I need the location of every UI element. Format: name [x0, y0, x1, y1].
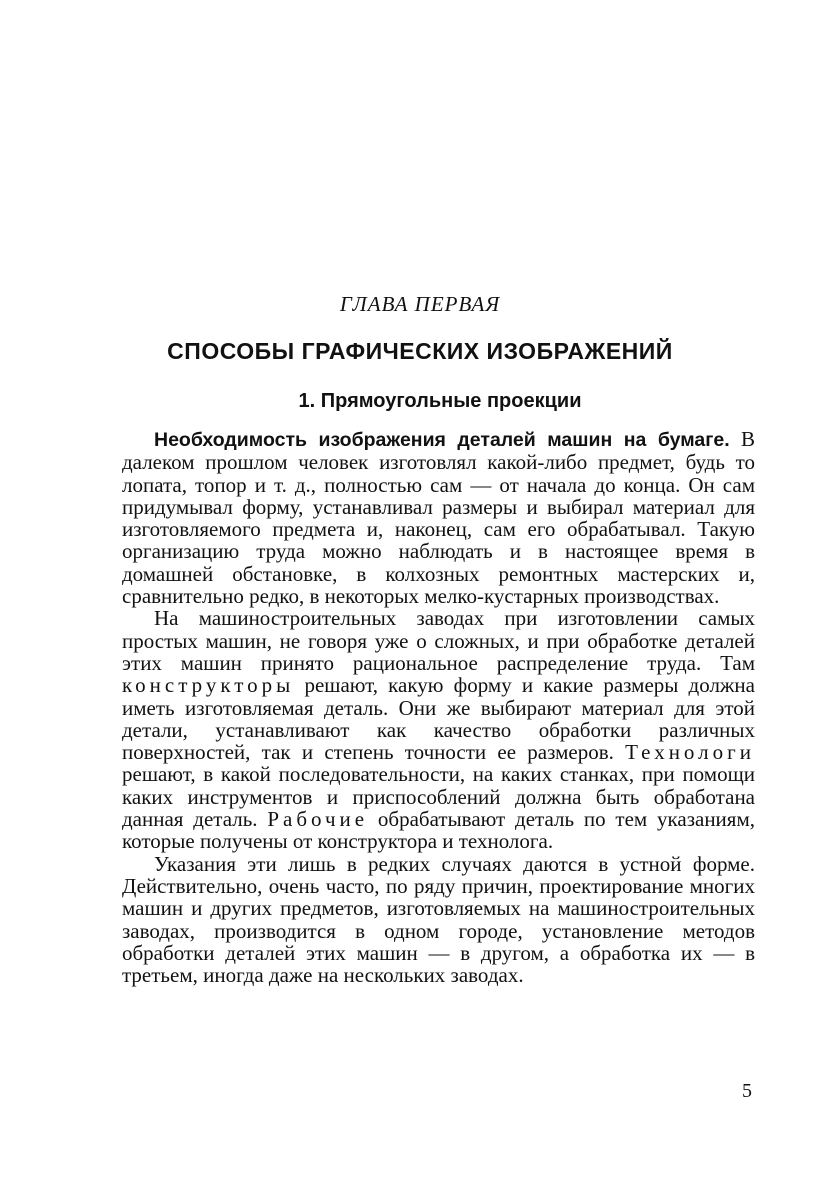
paragraph-2-part-2: решают, какую форму и какие размеры должна иметь изготовляемая деталь. Они же выбирают материал для этой детали, устанавливают как качество обработки различных поверхностей, так и степень точности ее размеров.	[122, 673, 755, 765]
page-number: 5	[742, 1080, 752, 1102]
term-designers: конструкторы	[122, 673, 295, 698]
paragraph-2	[122, 607, 755, 852]
paragraph-1	[122, 428, 755, 607]
paragraph-2-part-3: решают, в какой последовательности, на каких станках, при помощи каких инструментов и приспособлений должна быть обработана данная деталь.	[122, 762, 755, 832]
paragraph-1-text: В далеком прошлом человек изготовлял какой-либо предмет, будь то лопата, топор и т. д., полностью сам — от начала до конца. Он сам придумывал форму, устанавливал размеры и выбирал материал для изготовляемого предмета и, наконец, сам его обрабатывал. Такую организацию труда можно наблюдать и в настоящее время в домашней обстановке, в колхозных ремонтных мастерских и, сравнительно редко, в некоторых мелко-кустарных производствах.	[122, 427, 755, 609]
body-text	[122, 428, 755, 986]
paragraph-2-part-1: На машиностроительных заводах при изготовлении самых простых машин, не говоря уже о сложных, и при обработке деталей этих машин принято рациональное распределение труда. Там	[122, 606, 755, 675]
chapter-label: ГЛАВА ПЕРВАЯ	[339, 292, 501, 316]
chapter-title: СПОСОБЫ ГРАФИЧЕСКИХ ИЗОБРАЖЕНИЙ	[167, 338, 673, 364]
paragraph-3: Указания эти лишь в редких случаях даются в устной форме. Действительно, очень часто, по ряду причин, проектирование многих машин и других предметов, изготовляемых на машиностроительных заводах, производится в одном городе, установление методов обработки деталей этих машин — в другом, а обработка их — в третьем, иногда даже на нескольких заводах.	[122, 851, 755, 988]
section-title: 1. Прямоугольные проекции	[298, 390, 582, 412]
term-workers: Рабочие	[267, 807, 369, 832]
paragraph-2-part-4: обрабатывают деталь по тем указаниям, которые получены от конструктора и технолога.	[122, 807, 755, 854]
term-technologists: Технологи	[625, 740, 755, 765]
run-in-heading: Необходимость изображения деталей машин на бумаге.	[154, 429, 730, 451]
